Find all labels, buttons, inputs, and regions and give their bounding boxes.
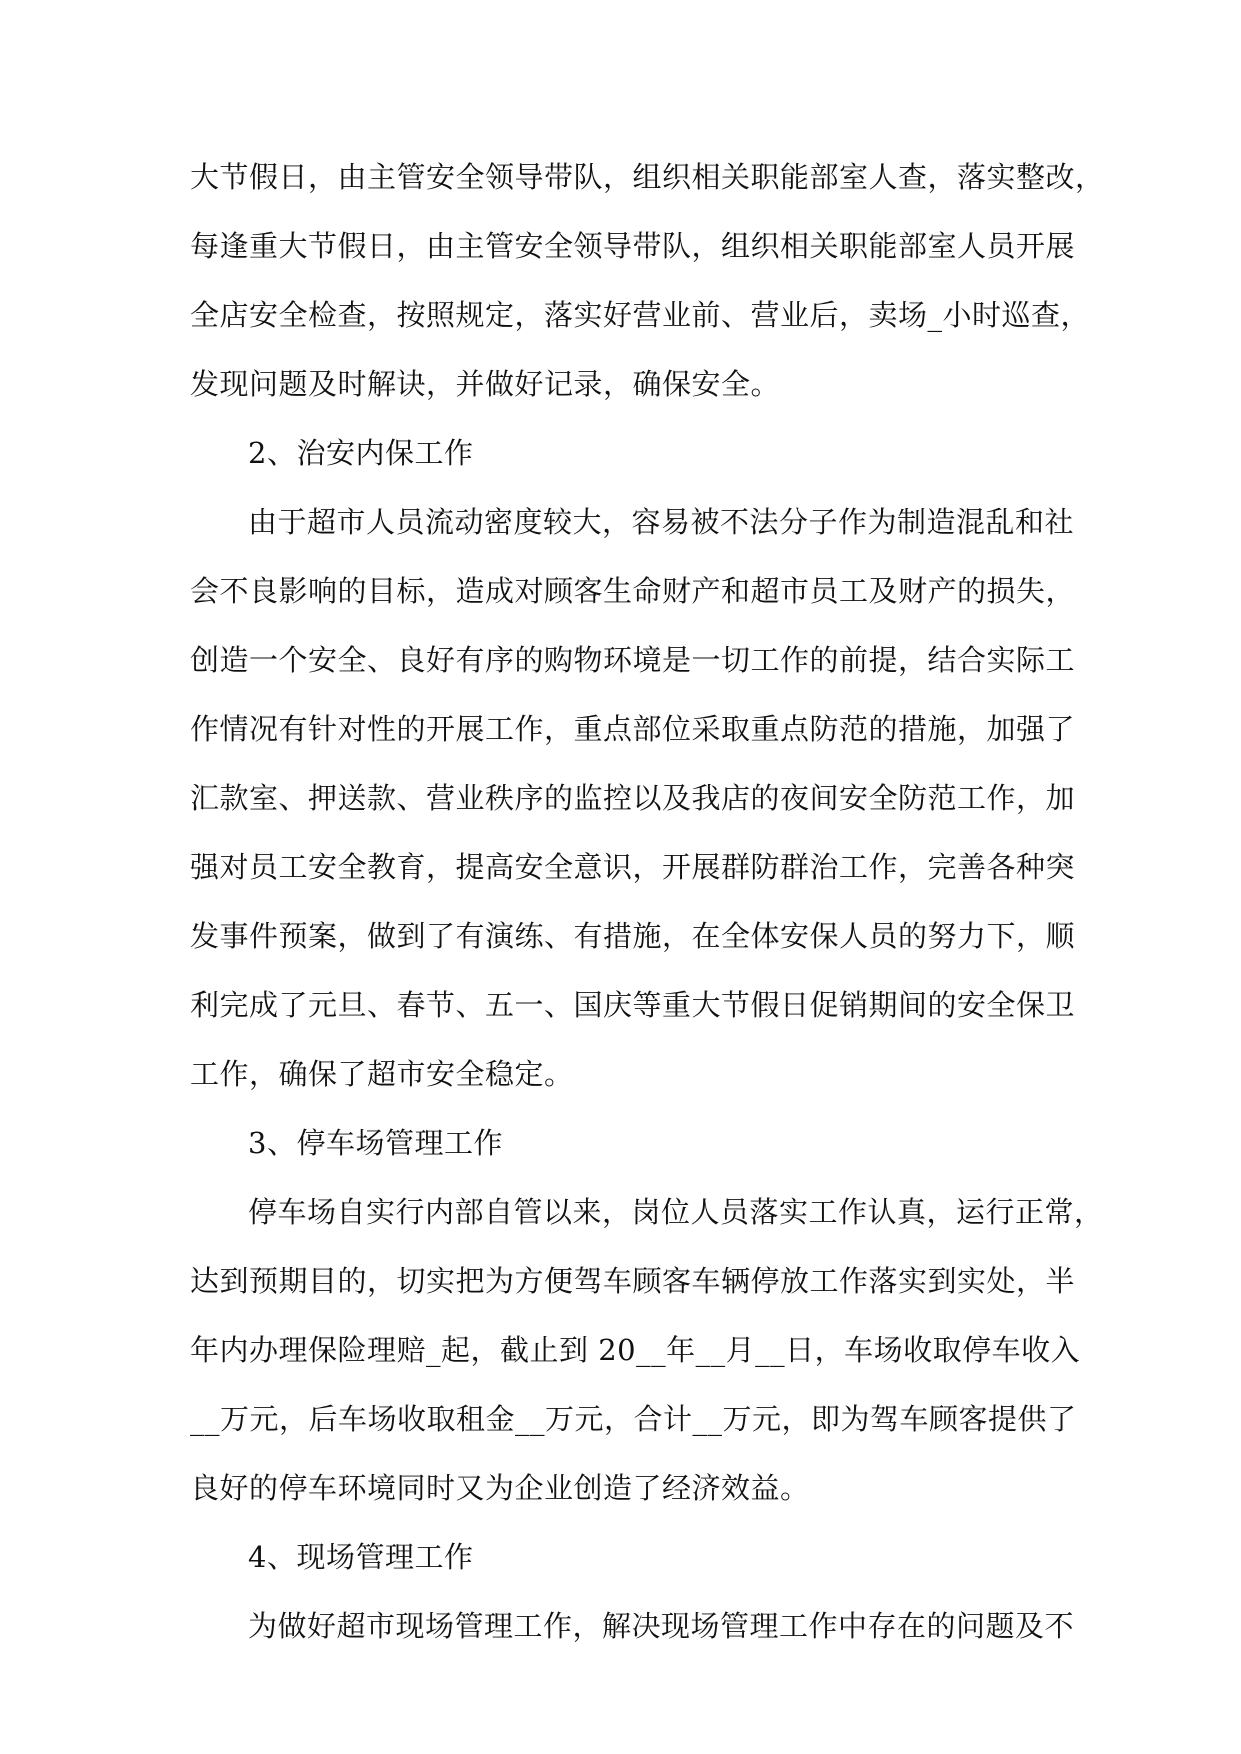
text-line: 大节假日，由主管安全领导带队，组织相关职能部室人查，落实整改， [190, 160, 1105, 194]
text-line: 工作，确保了超市安全稳定。 [190, 1057, 574, 1091]
text-line: 由于超市人员流动密度较大，容易被不法分子作为制造混乱和社 [248, 505, 1075, 539]
text-line: 强对员工安全教育，提高安全意识，开展群防群治工作，完善各种突 [190, 850, 1076, 884]
section-heading: 4、现场管理工作 [248, 1540, 474, 1574]
text-line: 达到预期目的，切实把为方便驾车顾客车辆停放工作落实到实处，半 [190, 1264, 1076, 1298]
section-heading: 2、治安内保工作 [248, 436, 474, 470]
text-line: 利完成了元旦、春节、五一、国庆等重大节假日促销期间的安全保卫 [190, 988, 1076, 1022]
text-line: 年内办理保险理赔_起，截止到 20__年__月__日，车场收取停车收入 [190, 1333, 1081, 1367]
text-line: 创造一个安全、良好有序的购物环境是一切工作的前提，结合实际工 [190, 643, 1076, 677]
text-line: 汇款室、押送款、营业秩序的监控以及我店的夜间安全防范工作，加 [190, 781, 1076, 815]
text-line: 停车场自实行内部自管以来，岗位人员落实工作认真，运行正常， [248, 1195, 1104, 1229]
text-line: 良好的停车环境同时又为企业创造了经济效益。 [190, 1471, 810, 1505]
text-line: 发现问题及时解诀，并做好记录，确保安全。 [190, 367, 781, 401]
section-heading: 3、停车场管理工作 [248, 1126, 503, 1160]
text-line: 会不良影响的目标，造成对顾客生命财产和超市员工及财产的损失， [190, 574, 1076, 608]
text-line: 全店安全检查，按照规定，落实好营业前、营业后，卖场_小时巡查， [190, 298, 1091, 332]
text-line: 作情况有针对性的开展工作，重点部位采取重点防范的措施，加强了 [190, 712, 1076, 746]
text-line: 每逢重大节假日，由主管安全领导带队，组织相关职能部室人员开展 [190, 229, 1076, 263]
text-line: 发事件预案，做到了有演练、有措施，在全体安保人员的努力下，顺 [190, 919, 1076, 953]
text-line: 为做好超市现场管理工作，解决现场管理工作中存在的问题及不 [248, 1609, 1075, 1643]
text-line: __万元，后车场收取租金__万元，合计__万元，即为驾车顾客提供了 [190, 1402, 1077, 1436]
